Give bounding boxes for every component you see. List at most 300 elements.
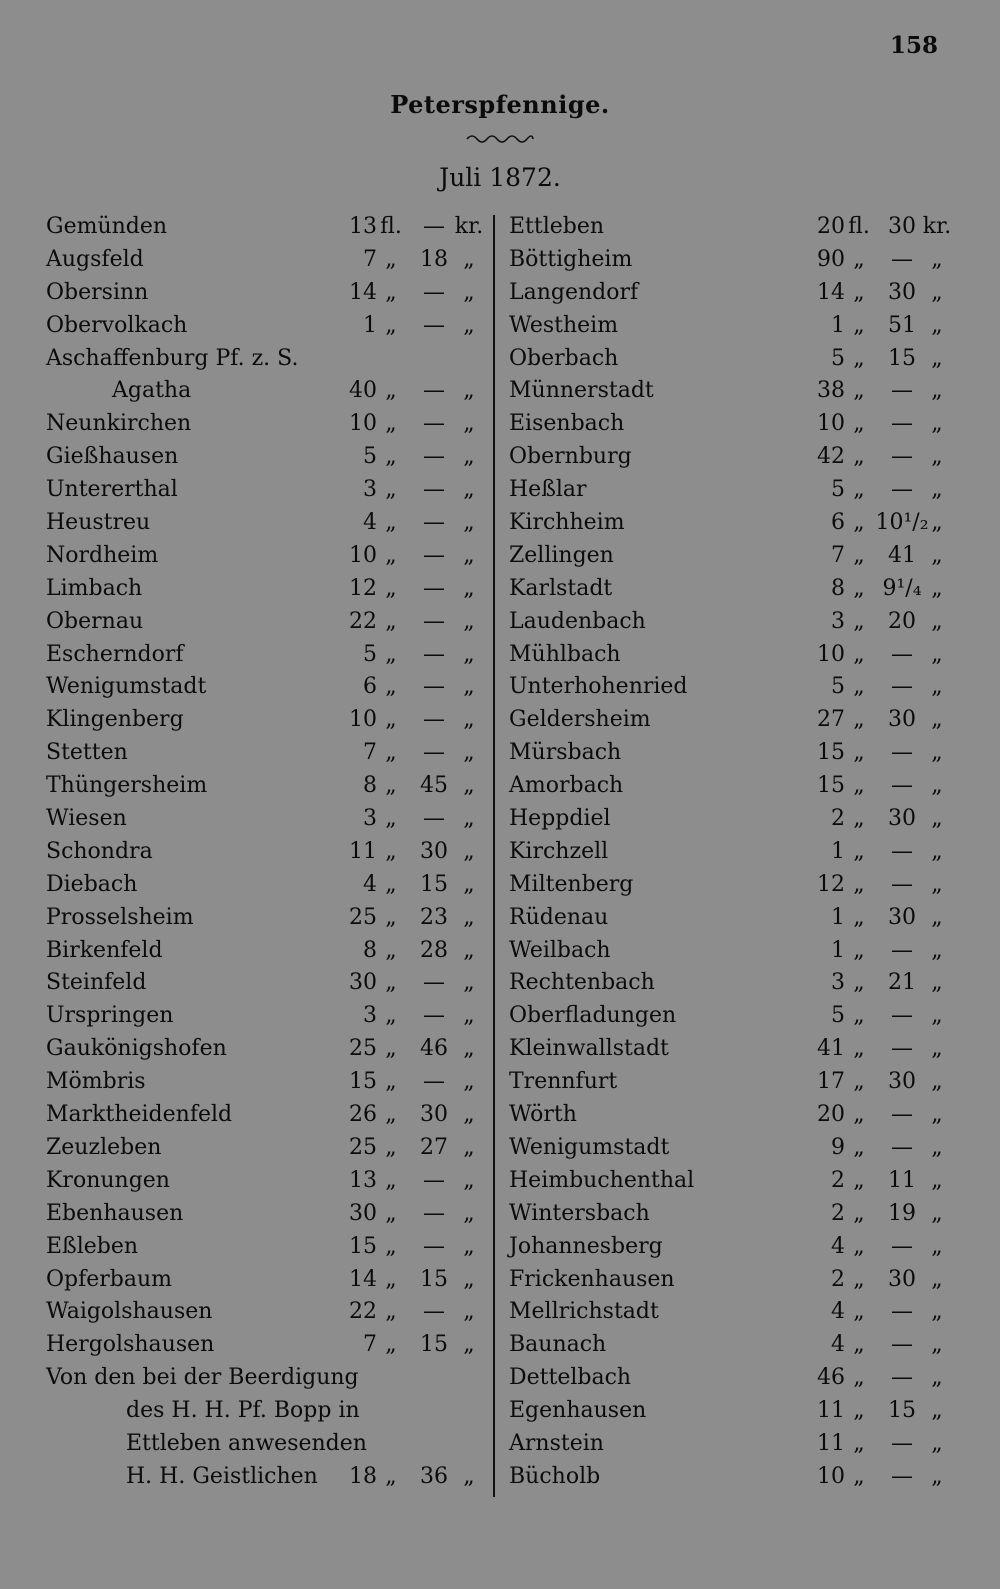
- amount-florins: 17: [817, 1069, 845, 1095]
- place-name: Opferbaum: [46, 1266, 173, 1292]
- amount-kreuzer: —: [423, 510, 445, 536]
- list-item: [509, 1296, 949, 1329]
- unit-florin: „: [385, 904, 397, 930]
- amount-kreuzer: —: [423, 1299, 445, 1325]
- unit-kreuzer: „: [463, 1036, 475, 1062]
- amount-florins: 3: [363, 1003, 377, 1029]
- amount-kreuzer: —: [423, 444, 445, 470]
- list-item: [509, 1362, 949, 1395]
- amount-florins: 20: [817, 214, 845, 239]
- amount-florins: 4: [363, 510, 377, 536]
- amount-kreuzer: 46: [420, 1036, 448, 1062]
- column-divider: [493, 215, 495, 1497]
- list-item: [509, 606, 949, 639]
- amount-florins: 1: [363, 312, 377, 338]
- amount-kreuzer: —: [423, 542, 445, 568]
- page-number: 158: [889, 32, 938, 59]
- unit-kreuzer: „: [931, 641, 943, 667]
- amount-kreuzer: 23: [420, 904, 448, 930]
- amount-kreuzer: 15: [888, 1398, 916, 1424]
- place-name: Prosselsheim: [46, 904, 194, 930]
- amount-florins: 26: [349, 1102, 377, 1128]
- amount-florins: 1: [831, 838, 845, 864]
- unit-florin: „: [385, 1299, 397, 1325]
- list-item: [46, 606, 482, 639]
- amount-florins: 5: [831, 1003, 845, 1029]
- unit-kreuzer: „: [463, 575, 475, 601]
- unit-florin: „: [385, 970, 397, 996]
- list-item: [46, 639, 482, 672]
- amount-florins: 4: [363, 871, 377, 897]
- unit-kreuzer: „: [463, 411, 475, 437]
- place-name: Birkenfeld: [46, 937, 163, 963]
- list-item: [46, 704, 482, 737]
- unit-florin: „: [385, 838, 397, 864]
- list-item: [509, 770, 949, 803]
- amount-florins: 22: [349, 1299, 377, 1325]
- unit-florin: „: [385, 1036, 397, 1062]
- amount-florins: 3: [831, 608, 845, 634]
- unit-florin: „: [853, 937, 865, 963]
- place-name: des H. H. Pf. Bopp in: [126, 1398, 360, 1424]
- amount-kreuzer: —: [891, 937, 913, 963]
- list-item: [509, 671, 949, 704]
- amount-florins: 40: [349, 378, 377, 404]
- list-item: [509, 1231, 949, 1264]
- amount-florins: 10: [817, 1463, 845, 1489]
- place-name: Rüdenau: [509, 904, 609, 930]
- unit-kreuzer: „: [931, 707, 943, 733]
- list-item: [46, 1132, 482, 1165]
- unit-kreuzer: „: [463, 1463, 475, 1489]
- amount-florins: 42: [817, 444, 845, 470]
- unit-florin: „: [385, 1332, 397, 1358]
- unit-kreuzer: „: [931, 1463, 943, 1489]
- amount-florins: 13: [349, 214, 377, 239]
- amount-florins: 5: [831, 477, 845, 503]
- unit-kreuzer: „: [463, 542, 475, 568]
- list-item: [509, 244, 949, 277]
- unit-kreuzer: „: [931, 937, 943, 963]
- list-item: [46, 1362, 482, 1395]
- amount-kreuzer: —: [423, 806, 445, 832]
- place-name: Zeuzleben: [46, 1134, 162, 1160]
- unit-kreuzer: kr.: [922, 214, 952, 239]
- amount-kreuzer: 45: [420, 773, 448, 799]
- place-name: Arnstein: [509, 1430, 604, 1456]
- unit-kreuzer: „: [931, 279, 943, 305]
- amount-kreuzer: —: [891, 1134, 913, 1160]
- amount-kreuzer: —: [891, 773, 913, 799]
- unit-florin: „: [853, 838, 865, 864]
- unit-florin: „: [853, 707, 865, 733]
- amount-florins: 30: [349, 970, 377, 996]
- list-item: [46, 935, 482, 968]
- unit-kreuzer: „: [463, 740, 475, 766]
- unit-kreuzer: „: [463, 674, 475, 700]
- place-name: Limbach: [46, 575, 143, 601]
- list-item: [46, 1165, 482, 1198]
- unit-florin: „: [385, 773, 397, 799]
- place-name: Langendorf: [509, 279, 639, 305]
- unit-florin: „: [853, 904, 865, 930]
- amount-kreuzer: —: [891, 246, 913, 272]
- list-item: [46, 869, 482, 902]
- page-subtitle: Juli 1872.: [439, 163, 561, 192]
- list-item: [46, 1000, 482, 1033]
- unit-florin: „: [853, 1200, 865, 1226]
- unit-florin: „: [385, 1233, 397, 1259]
- list-item: [509, 1099, 949, 1132]
- unit-kreuzer: „: [463, 279, 475, 305]
- list-item: [46, 1395, 482, 1428]
- list-item: [46, 244, 482, 277]
- amount-kreuzer: —: [891, 1299, 913, 1325]
- place-name: Obervolkach: [46, 312, 188, 338]
- unit-florin: „: [385, 246, 397, 272]
- amount-florins: 4: [831, 1332, 845, 1358]
- place-name: Kirchheim: [509, 510, 625, 536]
- list-item: [46, 967, 482, 1000]
- amount-florins: 46: [817, 1365, 845, 1391]
- amount-kreuzer: —: [423, 378, 445, 404]
- list-item: [46, 1264, 482, 1297]
- unit-kreuzer: „: [463, 1332, 475, 1358]
- place-name: Frickenhausen: [509, 1266, 675, 1292]
- place-name: Rechtenbach: [509, 970, 655, 996]
- unit-florin: „: [853, 1266, 865, 1292]
- unit-kreuzer: „: [931, 542, 943, 568]
- place-name: Baunach: [509, 1332, 607, 1358]
- unit-kreuzer: „: [463, 1299, 475, 1325]
- unit-kreuzer: „: [931, 1200, 943, 1226]
- amount-florins: 6: [363, 674, 377, 700]
- amount-kreuzer: 21: [888, 970, 916, 996]
- unit-kreuzer: „: [931, 1332, 943, 1358]
- place-name: Weilbach: [509, 937, 611, 963]
- unit-kreuzer: „: [463, 1266, 475, 1292]
- list-item: [509, 211, 952, 244]
- unit-florin: „: [853, 575, 865, 601]
- unit-kreuzer: „: [463, 970, 475, 996]
- unit-florin: „: [853, 1102, 865, 1128]
- unit-florin: „: [385, 312, 397, 338]
- place-name: Waigolshausen: [46, 1299, 213, 1325]
- unit-florin: „: [385, 740, 397, 766]
- list-item: [46, 375, 482, 408]
- list-item: [509, 573, 949, 606]
- unit-florin: „: [385, 542, 397, 568]
- list-item: [46, 1461, 482, 1494]
- unit-florin: „: [853, 1365, 865, 1391]
- place-name: Mürsbach: [509, 740, 622, 766]
- place-name: Mömbris: [46, 1069, 146, 1095]
- unit-florin: „: [853, 477, 865, 503]
- list-item: [509, 375, 949, 408]
- unit-florin: „: [853, 1069, 865, 1095]
- place-name: Obersinn: [46, 279, 149, 305]
- amount-florins: 10: [349, 411, 377, 437]
- place-name: Marktheidenfeld: [46, 1102, 233, 1128]
- amount-florins: 7: [363, 246, 377, 272]
- unit-florin: „: [853, 1463, 865, 1489]
- page-title: Peterspfennige.: [390, 90, 610, 119]
- list-item: [509, 1428, 949, 1461]
- list-item: [509, 1395, 949, 1428]
- unit-florin: „: [853, 871, 865, 897]
- list-item: [509, 1264, 949, 1297]
- amount-florins: 5: [831, 345, 845, 371]
- unit-florin: „: [853, 970, 865, 996]
- unit-kreuzer: „: [463, 312, 475, 338]
- list-item: [509, 935, 949, 968]
- amount-florins: 4: [831, 1233, 845, 1259]
- unit-kreuzer: „: [463, 641, 475, 667]
- place-name: Amorbach: [509, 773, 624, 799]
- amount-kreuzer: 19: [888, 1200, 916, 1226]
- unit-kreuzer: „: [463, 1200, 475, 1226]
- unit-kreuzer: „: [931, 411, 943, 437]
- amount-florins: 14: [817, 279, 845, 305]
- amount-florins: 15: [349, 1233, 377, 1259]
- amount-florins: 15: [349, 1069, 377, 1095]
- amount-kreuzer: —: [891, 477, 913, 503]
- amount-kreuzer: —: [891, 411, 913, 437]
- place-name: Böttigheim: [509, 246, 633, 272]
- unit-kreuzer: „: [931, 970, 943, 996]
- amount-florins: 27: [817, 707, 845, 733]
- amount-florins: 8: [363, 773, 377, 799]
- list-item: [509, 1461, 949, 1494]
- amount-kreuzer: —: [891, 641, 913, 667]
- unit-florin: „: [385, 871, 397, 897]
- unit-kreuzer: „: [463, 1003, 475, 1029]
- unit-kreuzer: „: [931, 1003, 943, 1029]
- list-item: [509, 1000, 949, 1033]
- amount-florins: 1: [831, 937, 845, 963]
- amount-kreuzer: 51: [888, 312, 916, 338]
- unit-kreuzer: „: [463, 246, 475, 272]
- place-name: Gaukönigshofen: [46, 1036, 227, 1062]
- place-name: Schondra: [46, 838, 153, 864]
- amount-kreuzer: —: [423, 1233, 445, 1259]
- amount-kreuzer: —: [423, 477, 445, 503]
- place-name: Untererthal: [46, 477, 178, 503]
- unit-kreuzer: „: [931, 674, 943, 700]
- amount-kreuzer: 36: [420, 1463, 448, 1489]
- amount-florins: 5: [831, 674, 845, 700]
- amount-florins: 15: [817, 740, 845, 766]
- amount-florins: 11: [817, 1398, 845, 1424]
- list-item: [509, 277, 949, 310]
- amount-kreuzer: —: [423, 1003, 445, 1029]
- amount-kreuzer: —: [891, 1003, 913, 1029]
- amount-kreuzer: —: [891, 444, 913, 470]
- list-item: [509, 343, 949, 376]
- amount-florins: 3: [831, 970, 845, 996]
- unit-kreuzer: „: [931, 1036, 943, 1062]
- unit-kreuzer: „: [463, 871, 475, 897]
- amount-florins: 12: [349, 575, 377, 601]
- unit-florin: „: [853, 1299, 865, 1325]
- amount-kreuzer: —: [891, 674, 913, 700]
- list-item: [46, 770, 482, 803]
- place-name: Ettleben: [509, 214, 605, 239]
- amount-kreuzer: —: [423, 608, 445, 634]
- unit-florin: „: [853, 312, 865, 338]
- amount-florins: 8: [363, 937, 377, 963]
- amount-kreuzer: —: [423, 1167, 445, 1193]
- unit-kreuzer: „: [931, 444, 943, 470]
- list-item: [509, 836, 949, 869]
- place-name: Nordheim: [46, 542, 159, 568]
- amount-kreuzer: 30: [888, 279, 916, 305]
- unit-kreuzer: „: [931, 1134, 943, 1160]
- amount-kreuzer: 30: [888, 707, 916, 733]
- list-item: [509, 902, 949, 935]
- amount-florins: 10: [349, 707, 377, 733]
- amount-kreuzer: —: [891, 1430, 913, 1456]
- unit-florin: „: [385, 1102, 397, 1128]
- list-item: [509, 803, 949, 836]
- unit-kreuzer: „: [463, 1069, 475, 1095]
- place-name: Egenhausen: [509, 1398, 647, 1424]
- amount-florins: 14: [349, 279, 377, 305]
- unit-kreuzer: „: [931, 1102, 943, 1128]
- place-name: Kirchzell: [509, 838, 609, 864]
- unit-kreuzer: „: [931, 608, 943, 634]
- list-item: [46, 1428, 482, 1461]
- amount-kreuzer: 30: [420, 838, 448, 864]
- amount-florins: 25: [349, 904, 377, 930]
- amount-florins: 25: [349, 1134, 377, 1160]
- list-item: [46, 1099, 482, 1132]
- amount-kreuzer: —: [423, 707, 445, 733]
- unit-kreuzer: „: [931, 1365, 943, 1391]
- unit-kreuzer: „: [931, 806, 943, 832]
- list-item: [46, 836, 482, 869]
- amount-florins: 14: [349, 1266, 377, 1292]
- amount-kreuzer: —: [423, 279, 445, 305]
- amount-florins: 13: [349, 1167, 377, 1193]
- list-item: [509, 1329, 949, 1362]
- amount-kreuzer: 15: [420, 1266, 448, 1292]
- unit-florin: „: [385, 378, 397, 404]
- unit-florin: „: [853, 608, 865, 634]
- amount-florins: 9: [831, 1134, 845, 1160]
- unit-kreuzer: kr.: [454, 214, 484, 239]
- unit-kreuzer: „: [931, 246, 943, 272]
- place-name: Zellingen: [509, 542, 614, 568]
- amount-kreuzer: —: [891, 378, 913, 404]
- amount-florins: 10: [817, 641, 845, 667]
- list-item: [46, 1033, 482, 1066]
- amount-kreuzer: 27: [420, 1134, 448, 1160]
- amount-florins: 7: [363, 1332, 377, 1358]
- unit-florin: „: [385, 1463, 397, 1489]
- place-name: Johannesberg: [509, 1233, 663, 1259]
- unit-kreuzer: „: [931, 1233, 943, 1259]
- amount-florins: 30: [349, 1200, 377, 1226]
- amount-florins: 1: [831, 904, 845, 930]
- place-name: Ebenhausen: [46, 1200, 184, 1226]
- unit-florin: „: [385, 1167, 397, 1193]
- place-name: Wenigumstadt: [46, 674, 207, 700]
- list-item: [509, 310, 949, 343]
- amount-kreuzer: 15: [888, 345, 916, 371]
- amount-florins: 38: [817, 378, 845, 404]
- unit-florin: „: [385, 1266, 397, 1292]
- place-name: Unterhohenried: [509, 674, 688, 700]
- unit-florin: „: [853, 378, 865, 404]
- place-name: Stetten: [46, 740, 128, 766]
- list-item: [46, 671, 482, 704]
- place-name: Geldersheim: [509, 707, 651, 733]
- unit-kreuzer: „: [463, 608, 475, 634]
- amount-kreuzer: 28: [420, 937, 448, 963]
- amount-kreuzer: 11: [888, 1167, 916, 1193]
- amount-florins: 2: [831, 806, 845, 832]
- place-name: Diebach: [46, 871, 138, 897]
- amount-kreuzer: —: [891, 1365, 913, 1391]
- place-name: Münnerstadt: [509, 378, 654, 404]
- unit-florin: „: [853, 1332, 865, 1358]
- amount-kreuzer: 30: [420, 1102, 448, 1128]
- unit-florin: „: [853, 1003, 865, 1029]
- list-item: [46, 343, 482, 376]
- list-item: [509, 408, 949, 441]
- unit-florin: „: [853, 1134, 865, 1160]
- place-name: Heimbuchenthal: [509, 1167, 695, 1193]
- amount-kreuzer: 30: [888, 214, 916, 239]
- unit-kreuzer: „: [931, 1430, 943, 1456]
- unit-kreuzer: „: [463, 937, 475, 963]
- amount-kreuzer: —: [423, 641, 445, 667]
- amount-kreuzer: —: [891, 740, 913, 766]
- list-item: [509, 737, 949, 770]
- list-item: [46, 474, 482, 507]
- unit-florin: „: [853, 1036, 865, 1062]
- place-name: Kleinwallstadt: [509, 1036, 669, 1062]
- unit-florin: „: [385, 1200, 397, 1226]
- list-item: [46, 507, 482, 540]
- unit-florin: „: [385, 575, 397, 601]
- amount-florins: 6: [831, 510, 845, 536]
- amount-florins: 18: [349, 1463, 377, 1489]
- amount-florins: 20: [817, 1102, 845, 1128]
- place-name: Heppdiel: [509, 806, 611, 832]
- unit-florin: „: [385, 608, 397, 634]
- decorative-ornament-icon: [0, 131, 1000, 145]
- unit-florin: „: [853, 674, 865, 700]
- unit-florin: „: [385, 707, 397, 733]
- place-name: Thüngersheim: [46, 773, 208, 799]
- list-item: [46, 1329, 482, 1362]
- amount-florins: 5: [363, 444, 377, 470]
- amount-kreuzer: 41: [888, 542, 916, 568]
- place-name: Klingenberg: [46, 707, 184, 733]
- unit-florin: „: [385, 444, 397, 470]
- amount-kreuzer: —: [423, 1200, 445, 1226]
- amount-kreuzer: —: [891, 1233, 913, 1259]
- unit-florin: „: [853, 773, 865, 799]
- unit-kreuzer: „: [463, 806, 475, 832]
- amount-kreuzer: 15: [420, 1332, 448, 1358]
- unit-florin: „: [385, 806, 397, 832]
- unit-florin: „: [385, 641, 397, 667]
- amount-kreuzer: —: [423, 674, 445, 700]
- unit-florin: „: [853, 279, 865, 305]
